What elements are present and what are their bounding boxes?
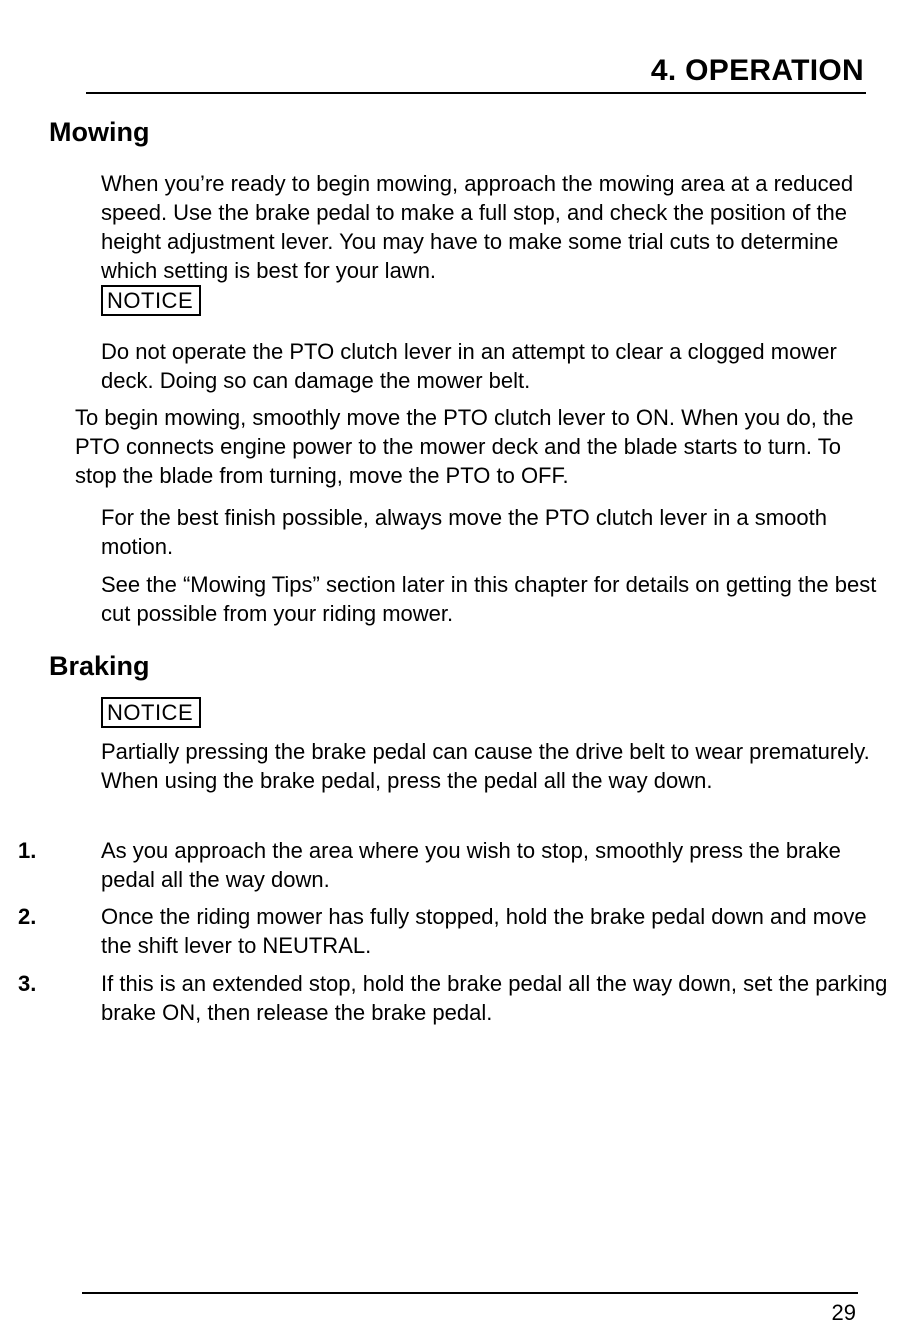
chapter-title: 4. OPERATION [650,54,864,87]
notice-label-braking: NOTICE [101,697,201,728]
list-text: Once the riding mower has fully stopped, hold the brake pedal down and move the shift lever to NEUTRAL. [101,904,867,958]
list-number: 2. [18,904,37,929]
list-item [18,969,891,1027]
list-text: As you approach the area where you wish to stop, smoothly press the brake pedal all the way down. [101,838,841,892]
footer-rule [82,1292,858,1294]
list-item [18,902,891,960]
list-number: 3. [18,971,37,996]
notice-label-mowing: NOTICE [101,285,201,316]
list-item [18,836,891,894]
mowing-intro-paragraph: When you’re ready to begin mowing, approach the mowing area at a reduced speed. Use the brake pedal to make a full stop, and check the position of the height adjustment lever. You may have to make some trial cuts to determine which setting is best for your lawn. [101,171,854,283]
mowing-notice-text: Do not operate the PTO clutch lever in an attempt to clear a clogged mower deck. Doing so can damage the mower belt. [101,339,837,393]
page-number: 29 [831,1300,856,1325]
mowing-finish-paragraph: For the best finish possible, always move the PTO clutch lever in a smooth motion. [101,505,827,559]
section-heading-braking: Braking [49,651,150,681]
braking-notice-text: Partially pressing the brake pedal can cause the drive belt to wear prematurely. When using the brake pedal, press the pedal all the way down. [101,739,870,793]
section-heading-mowing: Mowing [49,117,150,147]
list-number: 1. [18,838,37,863]
header-rule [86,92,866,94]
list-text: If this is an extended stop, hold the brake pedal all the way down, set the parking brake ON, then release the brake pedal. [101,971,888,1025]
mowing-tips-paragraph: See the “Mowing Tips” section later in this chapter for details on getting the best cut possible from your riding mower. [101,572,877,626]
mowing-begin-paragraph: To begin mowing, smoothly move the PTO clutch lever to ON. When you do, the PTO connects engine power to the mower deck and the blade starts to turn. To stop the blade from turning, move the PTO to OFF. [75,405,854,488]
